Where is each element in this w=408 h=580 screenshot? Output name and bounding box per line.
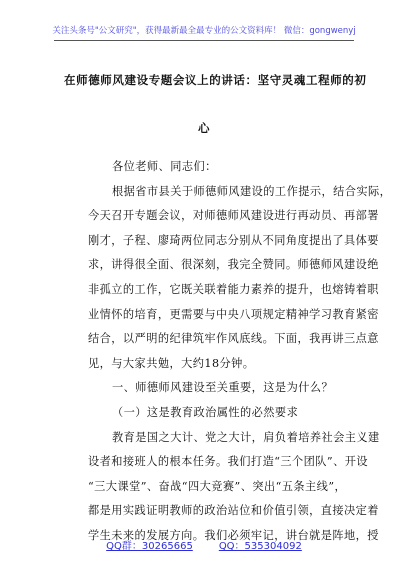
body-line: 业情怀的培育，更需要与中央八项规定精神学习教育紧密 xyxy=(88,308,379,321)
salutation: 各位老师、同志们： xyxy=(112,160,217,173)
body-line: 非孤立的工作，它既关联着能力素养的提升，也熔铸着职 xyxy=(88,283,379,296)
body-line: “三大课堂”、奋战“四大竞赛”、突出“五条主线”， xyxy=(88,480,347,493)
body-line: 教育是国之大计、党之大计，肩负着培养社会主义建 xyxy=(112,431,380,444)
body-line: 求，讲得很全面、很深刻，我完全赞同。师德师风建设绝 xyxy=(88,258,379,271)
footer-qq-group: QQ群：30265665 xyxy=(106,541,193,552)
body-line: 刚才，子程、廖琦两位同志分别从不同角度提出了具体要 xyxy=(88,234,379,247)
body-line: 学生未来的发展方向。我们必须牢记，讲台就是阵地，授 xyxy=(88,529,379,542)
document-title-line-1: 在师德师风建设专题会议上的讲话：坚守灵魂工程师的初 xyxy=(64,73,367,87)
body-line: 都是用实践证明教师的政治站位和价值引领，直接决定着 xyxy=(88,504,379,517)
section-heading: 一、师德师风建设至关重要，这是为什么？ xyxy=(112,381,334,394)
subsection-heading: （一）这是教育政治属性的必然要求 xyxy=(112,406,299,419)
footer-qq-number: QQ：535304092 xyxy=(218,541,302,552)
body-line: 今天召开专题会议，对师德师风建设进行再动员、再部署 xyxy=(88,209,379,222)
header-divider xyxy=(54,40,354,41)
footer-contact xyxy=(0,537,408,552)
body-line: 结合，以严明的纪律筑牢作风底线。下面，我再讲三点意 xyxy=(88,332,379,345)
body-line: 设者和接班人的根本任务。我们打造“三个团队”、开设 xyxy=(88,455,369,468)
body-line: 根据省市县关于师德师风建设的工作提示，结合实际， xyxy=(112,185,392,198)
header-banner: 关注头条号"公文研究"，获得最新最全最专业的公文资料库！ 微信：gongwenyj xyxy=(52,26,356,36)
body-line: 见，与大家共勉，大约18分钟。 xyxy=(88,357,255,370)
document-title-line-2: 心 xyxy=(198,121,211,135)
